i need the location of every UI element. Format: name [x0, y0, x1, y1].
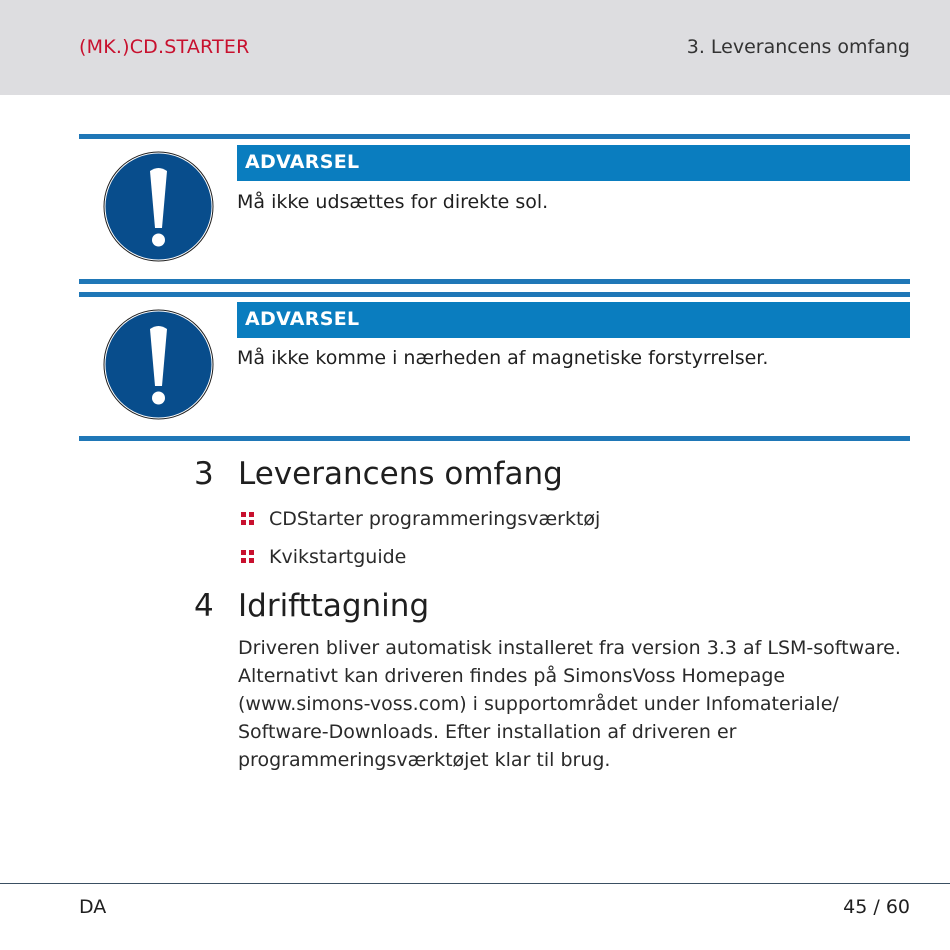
- warning-text: Må ikke komme i nærheden af magnetiske forstyrrelser.: [237, 347, 769, 369]
- warning-box: [79, 292, 910, 442]
- warning-label: ADVARSEL: [245, 308, 360, 330]
- warning-top-rule: [79, 292, 910, 297]
- section-number: 3: [194, 456, 214, 492]
- warning-text: Må ikke udsættes for direkte sol.: [237, 191, 549, 213]
- warning-top-rule: [79, 134, 910, 139]
- footer-language: DA: [79, 896, 107, 918]
- warning-bottom-rule: [79, 279, 910, 284]
- bullet-icon: [241, 512, 255, 526]
- page-number: 45 / 60: [843, 896, 910, 918]
- page-header: [0, 0, 950, 95]
- running-section-title: 3. Leverancens omfang: [686, 36, 910, 58]
- paragraph-line: Driveren bliver automatisk installeret fra version 3.3 af LSM-software.: [238, 637, 901, 659]
- warning-bottom-rule: [79, 436, 910, 441]
- warning-box: [79, 134, 910, 284]
- bullet-icon: [241, 550, 255, 564]
- document-brand: (MK.)CD.STARTER: [79, 36, 250, 58]
- section-paragraph: [238, 634, 901, 774]
- paragraph-line: Alternativt kan driveren findes på SimonsVoss Homepage: [238, 665, 786, 687]
- section-title: Leverancens omfang: [238, 456, 563, 492]
- paragraph-line: Software-Downloads. Efter installation af driveren er: [238, 721, 737, 743]
- warning-label-bar: [237, 302, 910, 338]
- warning-label-bar: [237, 145, 910, 181]
- section-title: Idrifttagning: [238, 588, 430, 624]
- warning-label: ADVARSEL: [245, 151, 360, 173]
- paragraph-line: programmeringsværktøjet klar til brug.: [238, 749, 611, 771]
- exclamation-icon: [103, 309, 214, 420]
- section-number: 4: [194, 588, 214, 624]
- exclamation-icon: [103, 151, 214, 262]
- footer-divider: [0, 883, 950, 884]
- paragraph-line: (www.simons-voss.com) i supportområdet under Infomateriale/: [238, 693, 839, 715]
- list-item-label: CDStarter programmeringsværktøj: [269, 508, 601, 530]
- list-item-label: Kvikstartguide: [269, 546, 407, 568]
